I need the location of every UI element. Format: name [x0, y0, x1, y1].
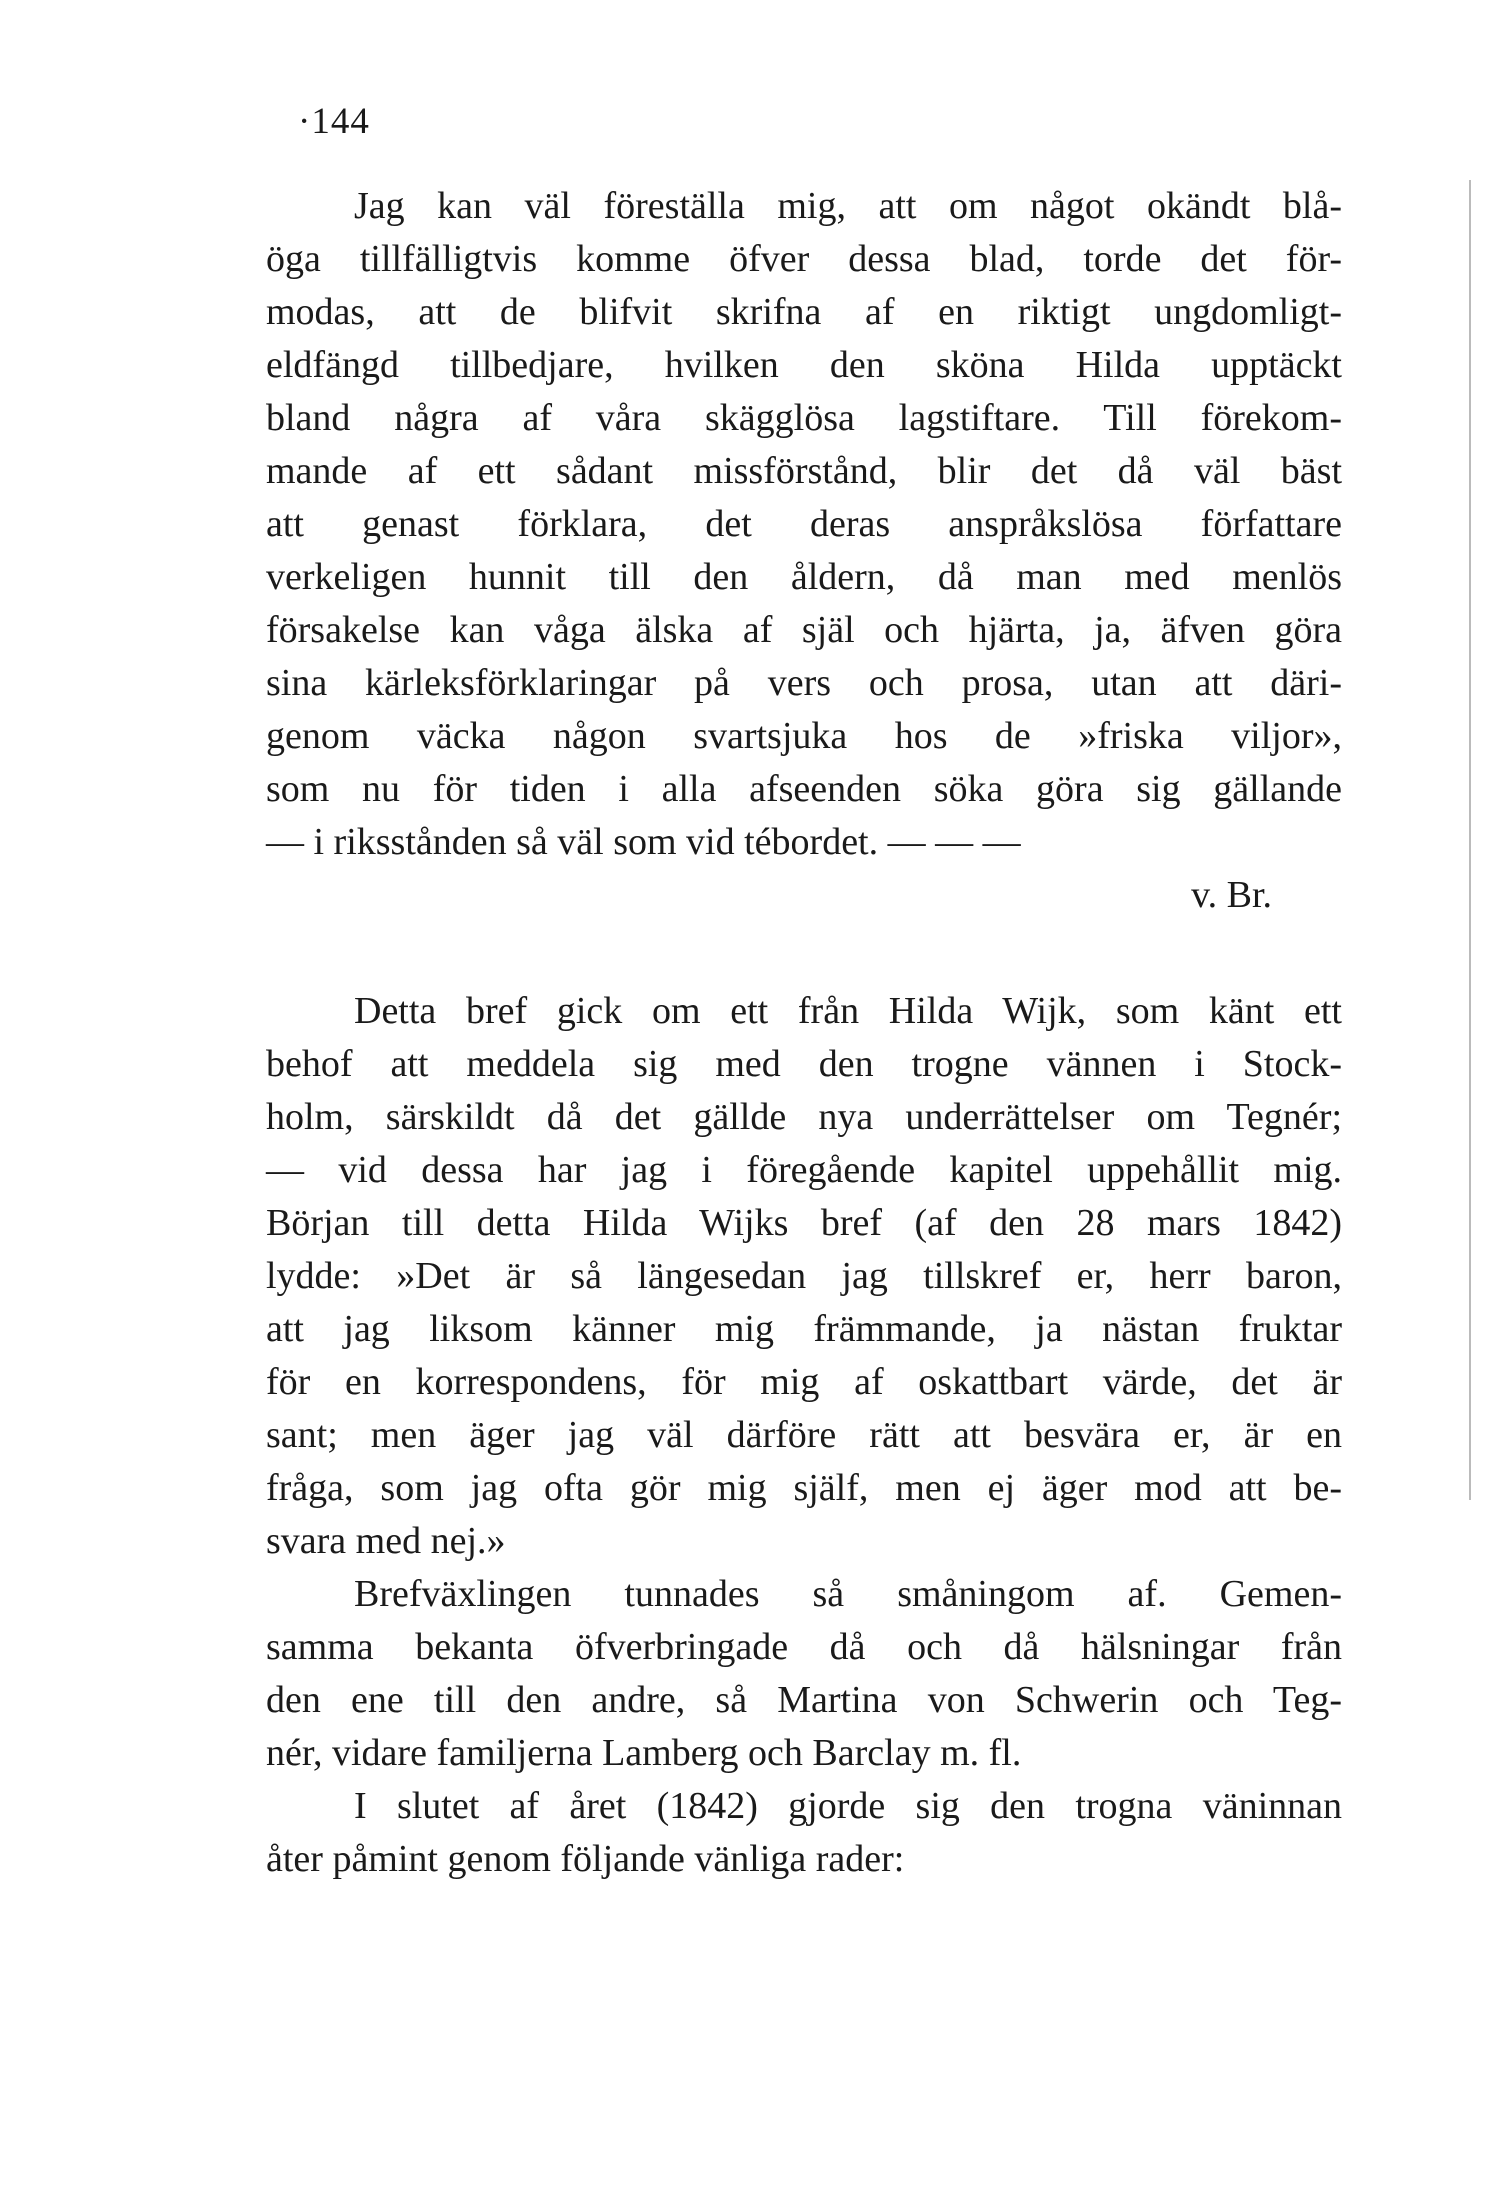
text-line: för en korrespondens, för mig af oskattbart värde, det är	[266, 1361, 1342, 1403]
text-line: Början till detta Hilda Wijks bref (af den 28 mars 1842)	[266, 1202, 1342, 1244]
text-line: att jag liksom känner mig främmande, ja nästan fruktar	[266, 1308, 1342, 1350]
text-line: som nu för tiden i alla afseenden söka göra sig gällande	[266, 768, 1342, 810]
text-line: samma bekanta öfverbringade då och då hälsningar från	[266, 1626, 1342, 1668]
text-line: öga tillfälligtvis komme öfver dessa blad, torde det för-	[266, 238, 1342, 280]
text-line: fråga, som jag ofta gör mig själf, men ej äger mod att be-	[266, 1467, 1342, 1509]
scan-mark	[1469, 180, 1471, 1500]
text-line: behof att meddela sig med den trogne vännen i Stock-	[266, 1043, 1342, 1085]
text-line: mande af ett sådant missförstånd, blir det då väl bäst	[266, 450, 1342, 492]
text-line: försakelse kan våga älska af själ och hjärta, ja, äfven göra	[266, 609, 1342, 651]
page-number: ·144	[298, 101, 370, 142]
text-line: Detta bref gick om ett från Hilda Wijk, som känt ett	[354, 990, 1342, 1032]
text-line: nér, vidare familjerna Lamberg och Barclay m. fl.	[266, 1732, 1022, 1774]
text-line: åter påmint genom följande vänliga rader:	[266, 1838, 905, 1880]
text-line: sina kärleksförklaringar på vers och prosa, utan att däri-	[266, 662, 1342, 704]
text-line: bland några af våra skägglösa lagstiftare. Till förekom-	[266, 397, 1342, 439]
text-line: — vid dessa har jag i föregående kapitel uppehållit mig.	[266, 1149, 1342, 1191]
text-line: v. Br.	[1191, 874, 1272, 916]
text-line: den ene till den andre, så Martina von Schwerin och Teg-	[266, 1679, 1342, 1721]
text-line: genom väcka någon svartsjuka hos de »friska viljor»,	[266, 715, 1342, 757]
text-line: holm, särskildt då det gällde nya underrättelser om Tegnér;	[266, 1096, 1342, 1138]
text-line: — i riksstånden så väl som vid tébordet. — — —	[266, 821, 1021, 863]
text-line: Brefväxlingen tunnades så småningom af. Gemen-	[354, 1573, 1342, 1615]
text-line: I slutet af året (1842) gjorde sig den trogna väninnan	[354, 1785, 1342, 1827]
text-line: lydde: »Det är så längesedan jag tillskref er, herr baron,	[266, 1255, 1342, 1297]
text-line: Jag kan väl föreställa mig, att om något okändt blå-	[354, 185, 1342, 227]
text-line: verkeligen hunnit till den åldern, då man med menlös	[266, 556, 1342, 598]
text-line: eldfängd tillbedjare, hvilken den sköna Hilda upptäckt	[266, 344, 1342, 386]
text-line: sant; men äger jag väl därföre rätt att besvära er, är en	[266, 1414, 1342, 1456]
text-line: modas, att de blifvit skrifna af en riktigt ungdomligt-	[266, 291, 1342, 333]
text-line: att genast förklara, det deras anspråkslösa författare	[266, 503, 1342, 545]
text-line: svara med nej.»	[266, 1520, 506, 1562]
